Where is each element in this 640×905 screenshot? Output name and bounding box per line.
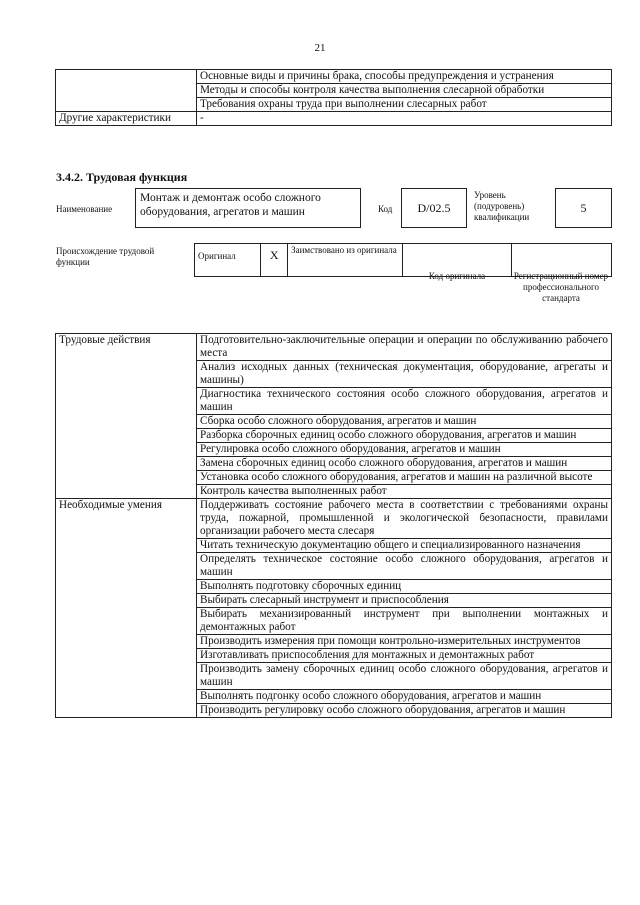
table-cell: Основные виды и причины брака, способы предупреждения и устранения	[197, 70, 612, 84]
original-label: Оригинал	[195, 244, 261, 277]
labor-function-table	[55, 333, 612, 718]
list-item: Разборка сборочных единиц особо сложного оборудования, агрегатов и машин	[197, 429, 612, 443]
list-item: Регулировка особо сложного оборудования, агрегатов и машин	[197, 443, 612, 457]
list-item: Подготовительно-заключительные операции и операции по обслуживанию рабочего места	[197, 334, 612, 361]
list-item: Читать техническую документацию общего и специализированного назначения	[197, 539, 612, 553]
table-row	[56, 112, 612, 126]
page-number: 21	[314, 42, 326, 54]
borrowed-label: Заимствовано из оригинала	[288, 244, 403, 277]
list-item: Выбирать механизированный инструмент при выполнении монтажных и демонтажных работ	[197, 608, 612, 635]
list-item: Изготавливать приспособления для монтажных и демонтажных работ	[197, 649, 612, 663]
original-mark: X	[261, 244, 288, 277]
code-original-caption: Код оригинала	[428, 271, 486, 281]
qualification-level-box: 5	[555, 188, 612, 228]
list-item: Диагностика технического состояния особо сложного оборудования, агрегатов и машин	[197, 388, 612, 415]
list-item: Производить замену сборочных единиц особо сложного оборудования, агрегатов и машин	[197, 663, 612, 690]
list-item: Выполнять подгонку особо сложного оборудования, агрегатов и машин	[197, 690, 612, 704]
list-item: Анализ исходных данных (техническая документация, оборудование, агрегаты и машины)	[197, 361, 612, 388]
function-code-box: D/02.5	[401, 188, 467, 228]
list-item: Контроль качества выполненных работ	[197, 485, 612, 499]
code-label: Код	[378, 204, 393, 214]
section-heading: 3.4.2. Трудовая функция	[56, 170, 188, 184]
list-item: Установка особо сложного оборудования, агрегатов и машин на различной высоте	[197, 471, 612, 485]
list-item: Сборка особо сложного оборудования, агрегатов и машин	[197, 415, 612, 429]
table-cell-empty	[56, 70, 197, 112]
list-item: Поддерживать состояние рабочего места в соответствии с требованиями охраны труда, пожарной, промышленной и экологической безопасности, правилами организации рабочего места слесаря	[197, 499, 612, 539]
level-label: Уровень (подуровень) квалификации	[474, 190, 530, 222]
group-title: Трудовые действия	[56, 334, 197, 499]
list-item: Выполнять подготовку сборочных единиц	[197, 580, 612, 594]
list-item: Производить регулировку особо сложного оборудования, агрегатов и машин	[197, 704, 612, 718]
function-name-box: Монтаж и демонтаж особо сложного оборудования, агрегатов и машин	[135, 188, 361, 228]
list-item: Замена сборочных единиц особо сложного оборудования, агрегатов и машин	[197, 457, 612, 471]
list-item: Производить измерения при помощи контрольно-измерительных инструментов	[197, 635, 612, 649]
reg-number-caption: Регистрационный номер профессионального стандарта	[513, 271, 609, 303]
list-item: Определять техническое состояние особо сложного оборудования, агрегатов и машин	[197, 553, 612, 580]
table-row	[56, 334, 612, 361]
group-title: Необходимые умения	[56, 499, 197, 718]
table-cell: Другие характеристики	[56, 112, 197, 126]
table-row	[56, 70, 612, 84]
table-cell: -	[197, 112, 612, 126]
origin-label: Происхождение трудовой функции	[56, 246, 155, 267]
table-cell: Требования охраны труда при выполнении слесарных работ	[197, 98, 612, 112]
table-row	[56, 499, 612, 539]
top-characteristics-table	[55, 69, 612, 126]
name-label: Наименование	[56, 204, 113, 214]
list-item: Выбирать слесарный инструмент и приспособления	[197, 594, 612, 608]
table-cell: Методы и способы контроля качества выполнения слесарной обработки	[197, 84, 612, 98]
